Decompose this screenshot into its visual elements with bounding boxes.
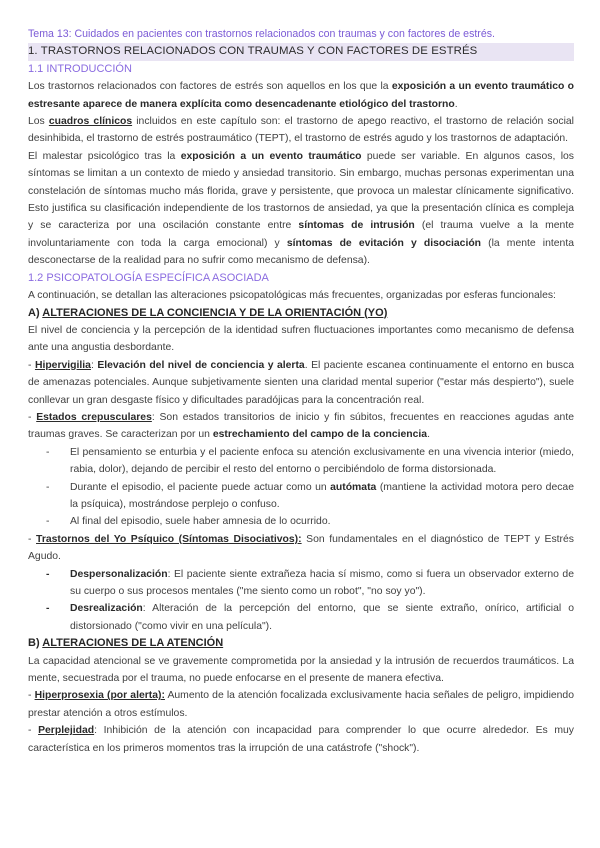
subheading-psicopatologia: 1.2 PSICOPATOLOGÍA ESPECÍFICA ASOCIADA xyxy=(28,271,269,284)
document-body xyxy=(28,26,574,757)
subheading-introduccion: 1.1 INTRODUCCIÓN xyxy=(28,62,132,75)
item-hiperprosexia: - Hiperprosexia (por alerta): Aumento de la atención focalizada exclusivamente hacia señales de peligro, impidiendo prestar atención a otros estímulos. xyxy=(28,690,574,719)
item-hipervigilia: - Hipervigilia: Elevación del nivel de conciencia y alerta. El paciente escanea continuamente el entorno en busca de amenazas potenciales. Aunque subjetivamente sienten una claridad mental superior ("estar más despierto"), suele conllevar un gran desgaste físico y dificultades paradójicas para la concentración real. xyxy=(28,359,574,406)
paragraph-intro-3: El malestar psicológico tras la exposición a un evento traumático puede ser variable. En algunos casos, los síntomas se limitan a un contexto de miedo y ansiedad transitorio. Sin embargo, muchas personas experimentan una constelación de síntomas mucho más florida, grave y persistente, que provoca un malestar clínicamente significativo. Esto justifica su clasificación independiente de los trastornos de ansiedad, ya que la presentación clínica es compleja y se caracteriza por una oscilación constante entre síntomas de intrusión (el trauma vuelve a la mente involuntariamente con toda la carga emocional) y síntomas de evitación y disociación (la mente intenta desconectarse de la realidad para no sufrir como mecanismo de defensa). xyxy=(28,150,574,267)
section-a-heading: A) ALTERACIONES DE LA CONCIENCIA Y DE LA ORIENTACIÓN (YO) xyxy=(28,306,388,319)
paragraph-psico-intro: A continuación, se detallan las alteraciones psicopatológicas más frecuentes, organizadas por esferas funcionales: xyxy=(28,290,556,302)
section-heading-1: 1. TRASTORNOS RELACIONADOS CON TRAUMAS Y CON FACTORES DE ESTRÉS xyxy=(28,43,574,60)
list-item-despersonalizacion: - Despersonalización: El paciente siente extrañeza hacia sí mismo, como si fuera un observador externo de su cuerpo o sus procesos mentales ("me siento como un robot", "no soy yo"). xyxy=(28,566,574,601)
topic-title: Tema 13: Cuidados en pacientes con trastornos relacionados con traumas y con factores de estrés. xyxy=(28,28,495,40)
section-b-heading: B) ALTERACIONES DE LA ATENCIÓN xyxy=(28,637,224,650)
item-estados-crepusculares: - Estados crepusculares: Son estados transitorios de inicio y fin súbitos, frecuentes en reacciones agudas ante traumas graves. Se caracterizan por un estrechamiento del campo de la conciencia. xyxy=(28,411,574,441)
paragraph-intro-1: Los trastornos relacionados con factores de estrés son aquellos en los que la exposición a un evento traumático o estresante aparece de manera explícita como desencadenante etiológico del trastorno. xyxy=(28,81,574,110)
list-item: - Al final del episodio, suele haber amnesia de lo ocurrido. xyxy=(28,513,574,530)
paragraph-section-a: El nivel de conciencia y la percepción de la identidad sufren fluctuaciones importantes como mecanismo de defensa ante una angustia desbordante. xyxy=(28,324,574,354)
list-item: - Durante el episodio, el paciente puede actuar como un autómata (mantiene la actividad motora pero decae la psíquica), mostrándose perplejo o confuso. xyxy=(28,479,574,514)
item-perplejidad: - Perplejidad: Inhibición de la atención con incapacidad para comprender lo que ocurre alrededor. Es muy característica en los primeros momentos tras la irrupción de una catástrofe ("shock"). xyxy=(28,725,574,754)
list-item-desrealizacion: - Desrealización: Alteración de la percepción del entorno, que se siente extraño, onírico, artificial o distorsionado ("como vivir en una película"). xyxy=(28,600,574,635)
paragraph-section-b: La capacidad atencional se ve gravemente comprometida por la ansiedad y la intrusión de recuerdos traumáticos. La mente, secuestrada por el trauma, no puede enfocarse en el presente de manera efectiva. xyxy=(28,655,574,685)
item-trastornos-yo-psiquico: - Trastornos del Yo Psíquico (Síntomas Disociativos): Son fundamentales en el diagnóstico de TEPT y Estrés Agudo. xyxy=(28,533,574,563)
list-item: - El pensamiento se enturbia y el paciente enfoca su atención exclusivamente en una vivencia interior (miedo, rabia, dolor), dejando de percibir el resto del entorno o percibiéndolo de forma distorsionada. xyxy=(28,444,574,479)
paragraph-intro-2: Los cuadros clínicos incluidos en este capítulo son: el trastorno de apego reactivo, el trastorno de relación social desinhibida, el trastorno de estrés postraumático (TEPT), el trastorno de estrés agudo y los trastornos de adaptación. xyxy=(28,116,574,145)
